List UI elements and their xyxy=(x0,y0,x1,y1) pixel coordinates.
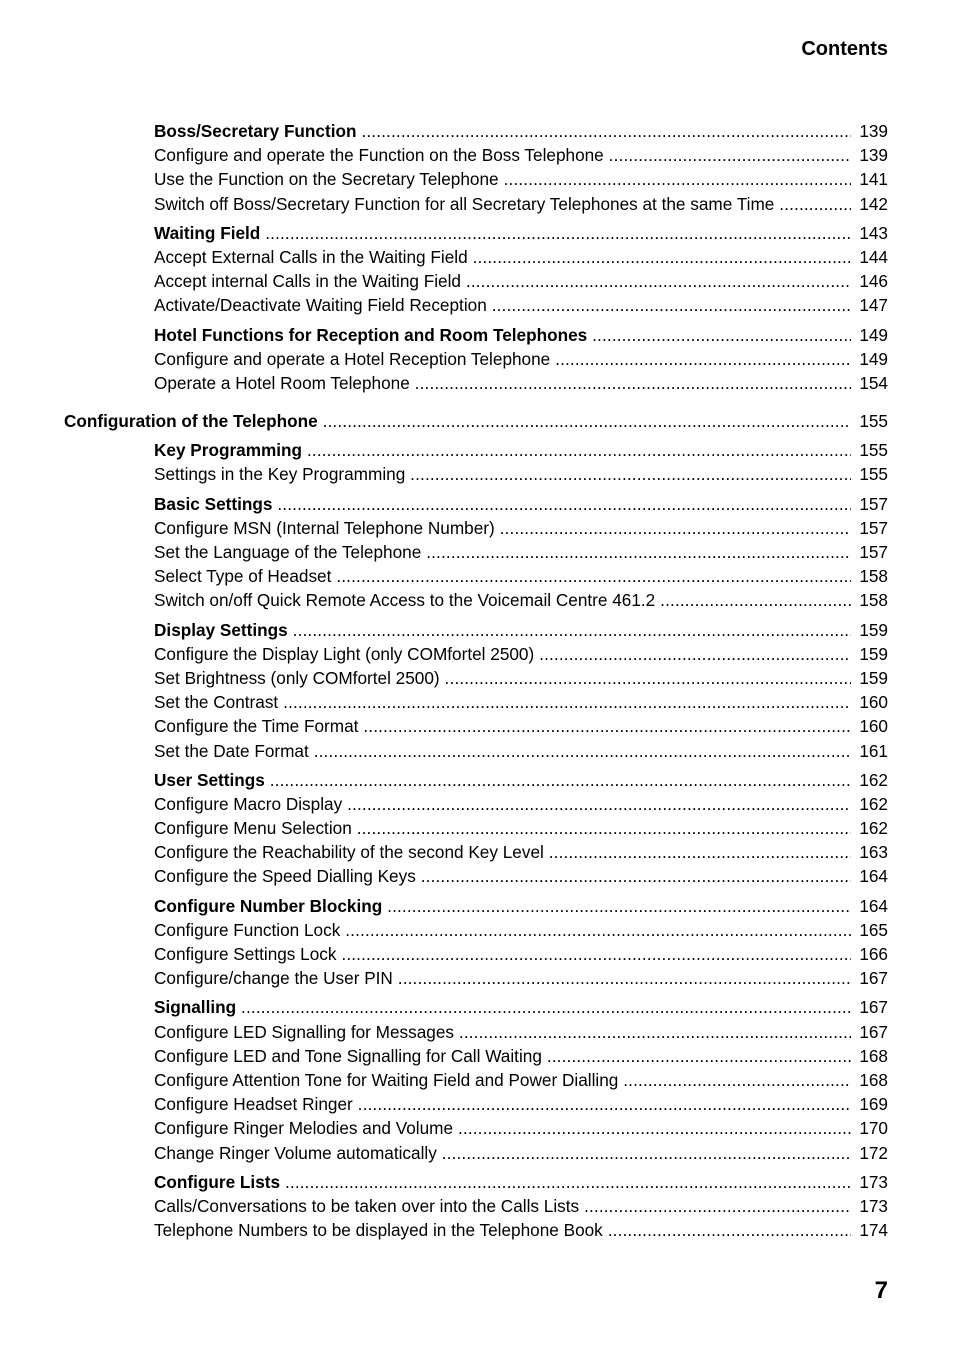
toc-page: 149 xyxy=(852,347,888,371)
toc-label: Configure the Speed Dialling Keys ..... xyxy=(154,864,851,888)
toc-page: 162 xyxy=(852,768,888,792)
toc-page: 157 xyxy=(852,492,888,516)
toc-label: Accept internal Calls in the Waiting Field ..... xyxy=(154,269,851,293)
toc-page: 166 xyxy=(852,942,888,966)
toc-entry[interactable] xyxy=(0,245,954,269)
toc-label: Telephone Numbers to be displayed in the Telephone Book ..... xyxy=(154,1218,851,1242)
toc-page: 170 xyxy=(852,1116,888,1140)
toc-entry[interactable] xyxy=(0,1116,954,1140)
toc-label: Configure Number Blocking ..... xyxy=(154,894,851,918)
toc-page: 162 xyxy=(852,816,888,840)
toc-entry[interactable] xyxy=(0,642,954,666)
toc-entry[interactable] xyxy=(0,1194,954,1218)
toc-label: Configuration of the Telephone ..... xyxy=(64,409,851,433)
toc-entry[interactable] xyxy=(0,269,954,293)
toc-entry[interactable] xyxy=(0,918,954,942)
toc-section-hotel-functions[interactable] xyxy=(0,323,954,347)
toc-page: 172 xyxy=(852,1141,888,1165)
page-number: 7 xyxy=(874,1277,888,1304)
toc-page: 149 xyxy=(852,323,888,347)
toc-entry[interactable] xyxy=(0,143,954,167)
toc-label: Switch on/off Quick Remote Access to the Voicemail Centre 461.2 ..... xyxy=(154,588,851,612)
toc-page: 167 xyxy=(852,995,888,1019)
toc-page: 167 xyxy=(852,1020,888,1044)
toc-label: Set the Language of the Telephone ..... xyxy=(154,540,851,564)
toc-page: 173 xyxy=(852,1170,888,1194)
toc-page: 161 xyxy=(852,739,888,763)
toc-entry[interactable] xyxy=(0,347,954,371)
toc-entry[interactable] xyxy=(0,564,954,588)
toc-label: Activate/Deactivate Waiting Field Reception ..... xyxy=(154,293,851,317)
toc-label: Configure and operate a Hotel Reception Telephone ..... xyxy=(154,347,851,371)
toc-label: User Settings ..... xyxy=(154,768,851,792)
toc-entry[interactable] xyxy=(0,690,954,714)
toc-page: 146 xyxy=(852,269,888,293)
toc-entry[interactable] xyxy=(0,840,954,864)
toc-entry[interactable] xyxy=(0,588,954,612)
toc-label: Hotel Functions for Reception and Room Telephones ..... xyxy=(154,323,851,347)
toc-page: 169 xyxy=(852,1092,888,1116)
toc-page: 159 xyxy=(852,642,888,666)
toc-page: 167 xyxy=(852,966,888,990)
toc-page: 144 xyxy=(852,245,888,269)
toc-page: 155 xyxy=(852,462,888,486)
toc-page: 168 xyxy=(852,1044,888,1068)
toc-page: 147 xyxy=(852,293,888,317)
toc-label: Configure LED and Tone Signalling for Call Waiting ..... xyxy=(154,1044,851,1068)
toc-label: Set the Contrast ..... xyxy=(154,690,851,714)
toc-page: 163 xyxy=(852,840,888,864)
toc-label: Select Type of Headset ..... xyxy=(154,564,851,588)
toc-label: Configure LED Signalling for Messages ..... xyxy=(154,1020,851,1044)
toc-label: Signalling ..... xyxy=(154,995,851,1019)
toc-page: 165 xyxy=(852,918,888,942)
toc-section-signalling[interactable] xyxy=(0,995,954,1019)
toc-page: 139 xyxy=(852,119,888,143)
toc-section-waiting-field[interactable] xyxy=(0,221,954,245)
toc-entry[interactable] xyxy=(0,462,954,486)
toc-label: Configure Attention Tone for Waiting Field and Power Dialling ..... xyxy=(154,1068,851,1092)
toc-section-key-programming[interactable] xyxy=(0,438,954,462)
toc-entry[interactable] xyxy=(0,714,954,738)
toc-label: Configure Menu Selection ..... xyxy=(154,816,851,840)
toc-label: Basic Settings ..... xyxy=(154,492,851,516)
toc-page: 143 xyxy=(852,221,888,245)
toc-label: Key Programming ..... xyxy=(154,438,851,462)
toc-label: Switch off Boss/Secretary Function for all Secretary Telephones at the same Time ..... xyxy=(154,192,851,216)
toc-entry[interactable] xyxy=(0,516,954,540)
toc-page: 142 xyxy=(852,192,888,216)
toc-page: 168 xyxy=(852,1068,888,1092)
toc-entry[interactable] xyxy=(0,1218,954,1242)
toc-label: Configure/change the User PIN ..... xyxy=(154,966,851,990)
toc-page: 164 xyxy=(852,864,888,888)
toc-entry[interactable] xyxy=(0,942,954,966)
toc-entry[interactable] xyxy=(0,864,954,888)
toc-page: 164 xyxy=(852,894,888,918)
toc-entry[interactable] xyxy=(0,1044,954,1068)
toc-page: 158 xyxy=(852,588,888,612)
toc-label: Configure Ringer Melodies and Volume ..... xyxy=(154,1116,851,1140)
page-header-title: Contents xyxy=(801,38,888,60)
toc-section-configure-lists[interactable] xyxy=(0,1170,954,1194)
toc-page: 158 xyxy=(852,564,888,588)
toc-entry[interactable] xyxy=(0,192,954,216)
toc-label: Settings in the Key Programming ..... xyxy=(154,462,851,486)
toc-label: Configure and operate the Function on the Boss Telephone ..... xyxy=(154,143,851,167)
toc-entry[interactable] xyxy=(0,1092,954,1116)
toc-label: Calls/Conversations to be taken over into the Calls Lists ..... xyxy=(154,1194,851,1218)
table-of-contents xyxy=(0,119,954,1242)
toc-section-number-blocking[interactable] xyxy=(0,894,954,918)
toc-entry[interactable] xyxy=(0,371,954,395)
toc-label: Accept External Calls in the Waiting Field ..... xyxy=(154,245,851,269)
toc-section-basic-settings[interactable] xyxy=(0,492,954,516)
toc-section-display-settings[interactable] xyxy=(0,618,954,642)
toc-page: 173 xyxy=(852,1194,888,1218)
toc-label: Operate a Hotel Room Telephone ..... xyxy=(154,371,851,395)
toc-label: Configure Settings Lock ..... xyxy=(154,942,851,966)
toc-page: 159 xyxy=(852,618,888,642)
toc-label: Configure Function Lock ..... xyxy=(154,918,851,942)
toc-entry[interactable] xyxy=(0,739,954,763)
toc-label: Configure the Display Light (only COMfortel 2500) ..... xyxy=(154,642,851,666)
toc-page: 154 xyxy=(852,371,888,395)
toc-page: 157 xyxy=(852,540,888,564)
toc-entry[interactable] xyxy=(0,666,954,690)
toc-entry[interactable] xyxy=(0,792,954,816)
toc-section-boss-secretary[interactable] xyxy=(0,119,954,143)
toc-page: 162 xyxy=(852,792,888,816)
toc-page: 141 xyxy=(852,167,888,191)
toc-label: Set Brightness (only COMfortel 2500) ..... xyxy=(154,666,851,690)
toc-label: Configure the Time Format ..... xyxy=(154,714,851,738)
toc-entry[interactable] xyxy=(0,1068,954,1092)
toc-entry[interactable] xyxy=(0,966,954,990)
toc-label: Waiting Field ..... xyxy=(154,221,851,245)
toc-entry[interactable] xyxy=(0,167,954,191)
toc-label: Configure Macro Display ..... xyxy=(154,792,851,816)
toc-entry[interactable] xyxy=(0,1141,954,1165)
toc-page: 160 xyxy=(852,714,888,738)
toc-label: Configure the Reachability of the second Key Level ..... xyxy=(154,840,851,864)
toc-page: 157 xyxy=(852,516,888,540)
toc-label: Boss/Secretary Function ..... xyxy=(154,119,851,143)
toc-entry[interactable] xyxy=(0,1020,954,1044)
toc-chapter-configuration[interactable] xyxy=(0,409,954,433)
toc-entry[interactable] xyxy=(0,540,954,564)
toc-label: Configure Lists ..... xyxy=(154,1170,851,1194)
toc-page: 174 xyxy=(852,1218,888,1242)
toc-label: Configure Headset Ringer ..... xyxy=(154,1092,851,1116)
toc-label: Use the Function on the Secretary Telephone ..... xyxy=(154,167,851,191)
toc-label: Configure MSN (Internal Telephone Number) ..... xyxy=(154,516,851,540)
toc-page: 160 xyxy=(852,690,888,714)
toc-page: 155 xyxy=(852,438,888,462)
toc-label: Change Ringer Volume automatically ..... xyxy=(154,1141,851,1165)
toc-page: 155 xyxy=(852,409,888,433)
toc-label: Display Settings ..... xyxy=(154,618,851,642)
toc-section-user-settings[interactable] xyxy=(0,768,954,792)
toc-label: Set the Date Format ..... xyxy=(154,739,851,763)
toc-page: 159 xyxy=(852,666,888,690)
toc-page: 139 xyxy=(852,143,888,167)
toc-entry[interactable] xyxy=(0,293,954,317)
toc-entry[interactable] xyxy=(0,816,954,840)
